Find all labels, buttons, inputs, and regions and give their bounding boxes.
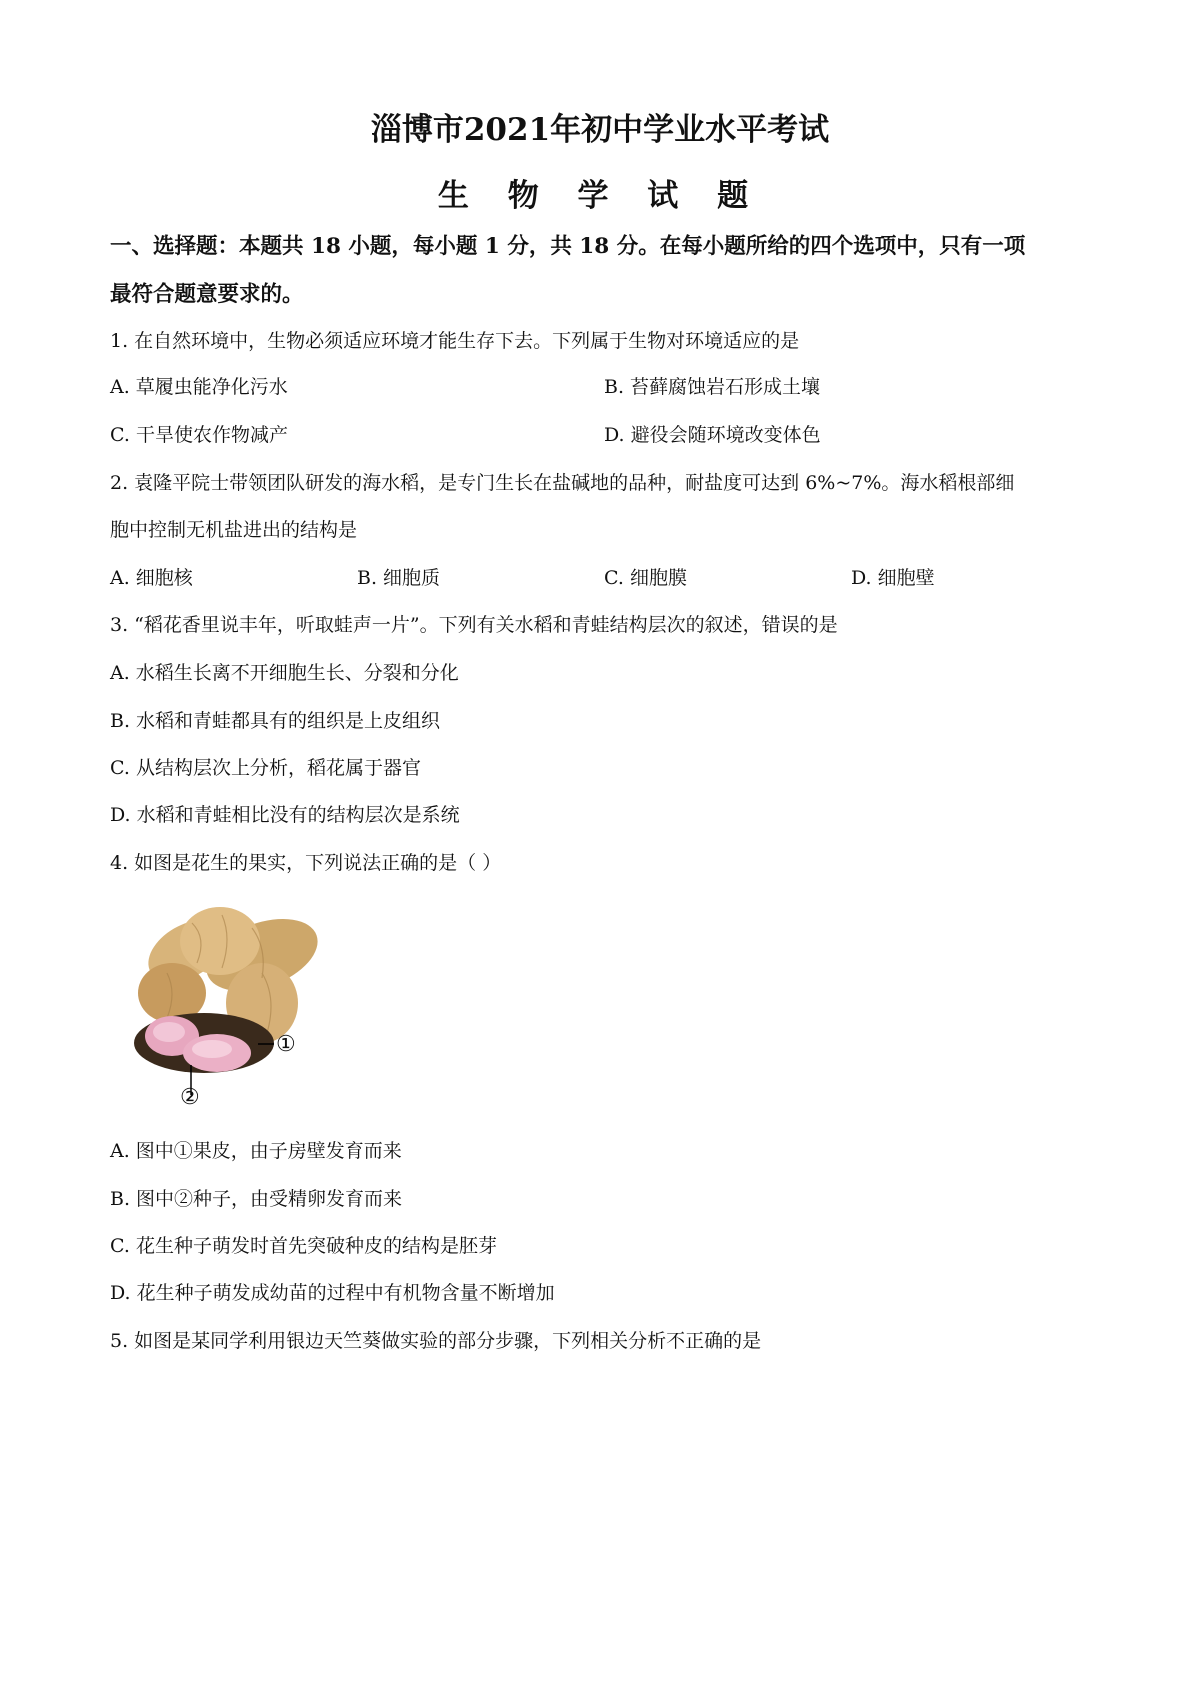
peanut-fruit-figure — [112, 893, 332, 1111]
question-5-stem: 5. 如图是某同学利用银边天竺葵做实验的部分步骤，下列相关分析不正确的是 — [110, 1330, 762, 1352]
section-heading-line1: 一、选择题：本题共 18 小题，每小题 1 分，共 18 分。在每小题所给的四个选项中，只有一项 — [110, 234, 1026, 259]
question-4-option-d: D. 花生种子萌发成幼苗的过程中有机物含量不断增加 — [110, 1282, 555, 1304]
question-1-stem: 1. 在自然环境中，生物必须适应环境才能生存下去。下列属于生物对环境适应的是 — [110, 330, 800, 352]
question-3-option-b: B. 水稻和青蛙都具有的组织是上皮组织 — [110, 710, 441, 732]
peanut-shell — [180, 907, 260, 975]
question-1-option-d: D. 避役会随环境改变体色 — [604, 424, 821, 446]
question-4-option-a: A. 图中①果皮，由子房壁发育而来 — [110, 1140, 402, 1162]
question-3-option-c: C. 从结构层次上分析，稻花属于器官 — [110, 757, 421, 779]
question-2-option-a: A. 细胞核 — [110, 567, 193, 589]
exam-title: 淄博市2021年初中学业水平考试 — [370, 112, 830, 148]
question-3-stem: 3. “稻花香里说丰年，听取蛙声一片”。下列有关水稻和青蛙结构层次的叙述，错误的是 — [110, 614, 838, 636]
question-2-stem-line1: 2. 袁隆平院士带领团队研发的海水稻，是专门生长在盐碱地的品种，耐盐度可达到 6%~7%。海水稻根部细 — [110, 472, 1015, 494]
question-3-option-d: D. 水稻和青蛙相比没有的结构层次是系统 — [110, 804, 460, 826]
question-2-option-c: C. 细胞膜 — [604, 567, 687, 589]
section-heading-line2: 最符合题意要求的。 — [110, 282, 304, 307]
question-4-stem: 4. 如图是花生的果实，下列说法正确的是（ ） — [110, 852, 502, 874]
question-1-option-c: C. 干旱使农作物减产 — [110, 424, 288, 446]
question-1-option-b: B. 苔藓腐蚀岩石形成土壤 — [604, 376, 821, 398]
exam-subtitle: 生 物 学 试 题 — [437, 178, 763, 214]
question-4-option-b: B. 图中②种子，由受精卵发育而来 — [110, 1188, 403, 1210]
question-1-option-a: A. 草履虫能净化污水 — [110, 376, 288, 398]
question-4-option-c: C. 花生种子萌发时首先突破种皮的结构是胚芽 — [110, 1235, 497, 1257]
question-3-option-a: A. 水稻生长离不开细胞生长、分裂和分化 — [110, 662, 459, 684]
figure-label-2: ② — [180, 1085, 200, 1110]
question-2-option-b: B. 细胞质 — [357, 567, 441, 589]
question-2-stem-line2: 胞中控制无机盐进出的结构是 — [110, 519, 358, 541]
question-2-option-d: D. 细胞壁 — [851, 567, 935, 589]
figure-label-1: ① — [276, 1032, 296, 1057]
